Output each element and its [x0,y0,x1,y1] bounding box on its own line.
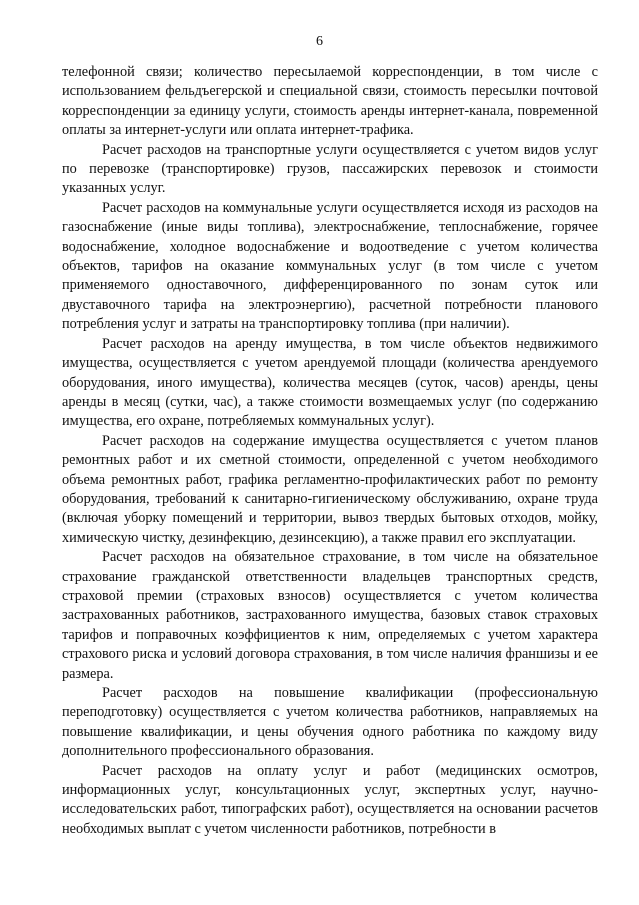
paragraph-transport-services: Расчет расходов на транспортные услуги осуществляется с учетом видов услуг по перевозке (транспортировке) грузов, пассажирских перевозок и стоимости указанных услуг. [62,141,598,197]
paragraph-utility-services: Расчет расходов на коммунальные услуги осуществляется исходя из расходов на газоснабжение (иные виды топлива), электроснабжение, теплоснабжение, горячее водоснабжение, холодное водоснабжение и водоотведение с учетом количества объектов, тарифов на оказание коммунальных услуг (в том числе с учетом применяемого одноставочного, дифференцированного по зонам суток или двуставочного тарифа на электроэнергию), расчетной потребности планового потребления услуг и затраты на транспортировку топлива (при наличии). [62,199,598,333]
paragraph-continued: телефонной связи; количество пересылаемой корреспонденции, в том числе с использованием фельдъегерской и специальной связи, стоимость пересылки почтовой корреспонденции за единицу услуги, стоимость аренды интернет-канала, повременной оплаты за интернет-услуги или оплата интернет-трафика. [62,64,598,139]
page-number: 6 [316,34,323,49]
paragraph-mandatory-insurance: Расчет расходов на обязательное страхование, в том числе на обязательное страхование гражданской ответственности владельцев транспортных средств, страховой премии (страховых взносов) осуществляется с учетом количества застрахованных работников, застрахованного имущества, базовых ставок страховых тарифов и поправочных коэффициентов к ним, определяемых с учетом характера страхового риска и условий договора страхования, в том числе наличия франшизы и ее размера. [62,549,598,682]
paragraph-property-rent: Расчет расходов на аренду имущества, в том числе объектов недвижимого имущества, осуществляется с учетом арендуемой площади (количества арендуемого оборудования, иного имущества), количества месяцев (суток, часов) аренды, цены аренды в месяц (сутки, час), а также стоимости возмещаемых услуг (по содержанию имущества, его охране, потребляемых коммунальных услуг). [62,335,598,430]
paragraph-services-and-works: Расчет расходов на оплату услуг и работ (медицинских осмотров, информационных услуг, консультационных услуг, экспертных услуг, научно-исследовательских работ, типографских работ), осуществляется на основании расчетов необходимых выплат с учетом численности работников, потребности в [62,762,598,837]
document-body [62,63,598,839]
paragraph-property-maintenance: Расчет расходов на содержание имущества осуществляется с учетом планов ремонтных работ и их сметной стоимости, определенной с учетом необходимого объема ремонтных работ, графика регламентно-профилактических работ по ремонту оборудования, требований к санитарно-гигиеническому обслуживанию, охране труда (включая уборку помещений и территории, вывоз твердых бытовых отходов, мойку, химическую чистку, дезинфекцию, дезинсекцию), а также правил его эксплуатации. [62,432,598,546]
paragraph-qualification-training: Расчет расходов на повышение квалификации (профессиональную переподготовку) осуществляется с учетом количества работников, направляемых на повышение квалификации, и цены обучения одного работника по каждому виду дополнительного профессионального образования. [62,685,598,760]
